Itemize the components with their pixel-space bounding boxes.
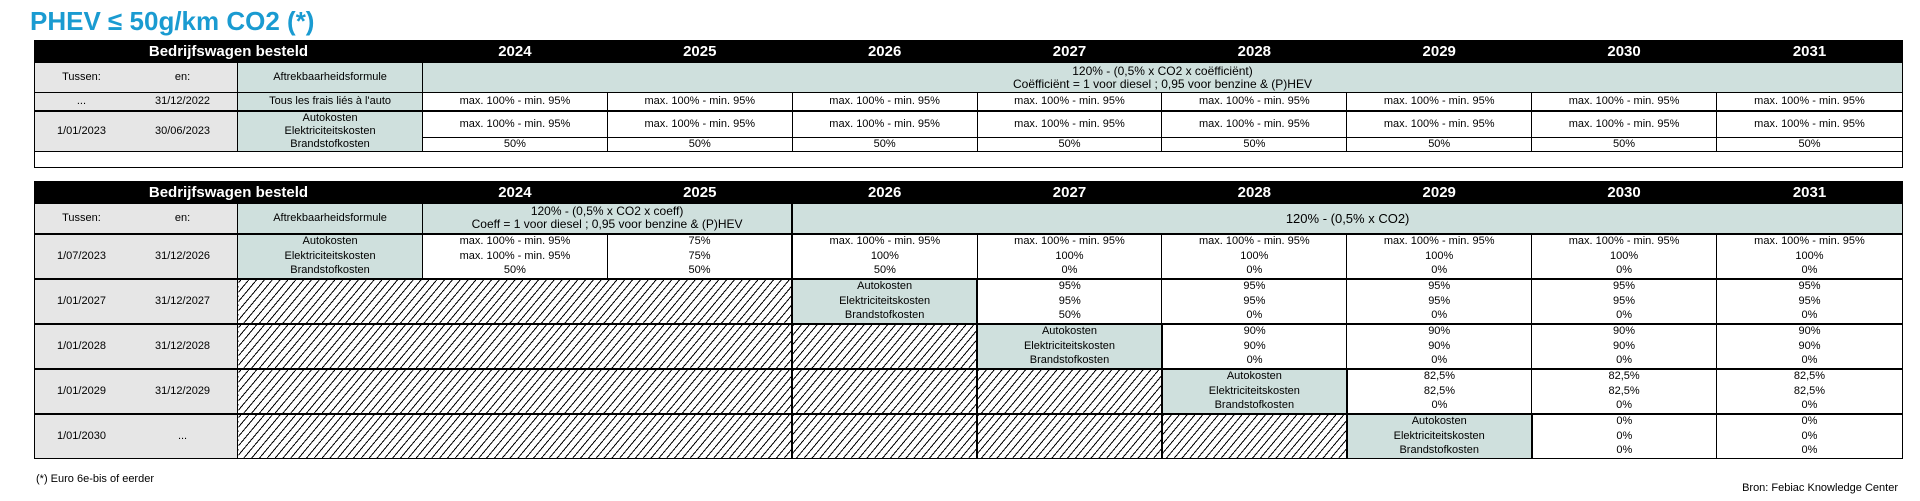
table-row <box>35 369 1903 384</box>
cost-label: Elektriciteitskosten <box>1162 384 1347 399</box>
value-cell: 90% <box>1532 324 1717 339</box>
and-label: en: <box>128 204 238 234</box>
value-cell: max. 100% - min. 95% <box>1717 93 1903 111</box>
from-date: 1/01/2023 <box>35 111 128 152</box>
value-cell: 95% <box>977 294 1162 309</box>
from-date: 1/01/2028 <box>35 324 128 369</box>
hatched-not-applicable <box>238 324 793 369</box>
value-cell: 90% <box>1532 339 1717 354</box>
value-cell: 0% <box>1532 444 1717 459</box>
value-cell: 82,5% <box>1717 384 1903 399</box>
table-row <box>35 324 1903 339</box>
value-cell: 0% <box>1162 264 1347 279</box>
value-cell: max. 100% - min. 95% <box>792 111 977 138</box>
value-cell: max. 100% - min. 95% <box>422 93 607 111</box>
value-cell: max. 100% - min. 95% <box>422 111 607 138</box>
value-cell: 50% <box>1162 138 1347 152</box>
header-row <box>35 41 1903 63</box>
value-cell: max. 100% - min. 95% <box>1532 93 1717 111</box>
value-cell: 75% <box>607 249 792 264</box>
value-cell: max. 100% - min. 95% <box>422 234 607 249</box>
to-date: ... <box>128 414 238 459</box>
cost-label: Brandstofkosten <box>977 354 1162 369</box>
value-cell: 90% <box>1347 324 1532 339</box>
value-cell: 75% <box>607 234 792 249</box>
hatched-not-applicable <box>238 414 793 459</box>
to-date: 31/12/2022 <box>128 93 238 111</box>
value-cell: 90% <box>1347 339 1532 354</box>
to-date: 31/12/2026 <box>128 234 238 279</box>
value-cell: 50% <box>607 138 792 152</box>
hatched-not-applicable <box>977 414 1162 459</box>
between-label: Tussen: <box>35 204 128 234</box>
table-row <box>35 111 1903 125</box>
year-header: 2030 <box>1532 182 1717 204</box>
year-header: 2026 <box>792 182 977 204</box>
cost-label: Elektriciteitskosten <box>238 125 423 138</box>
value-cell: max. 100% - min. 95% <box>977 93 1162 111</box>
cost-label: Brandstofkosten <box>238 138 423 152</box>
value-cell: 95% <box>1162 294 1347 309</box>
value-cell: 95% <box>1532 294 1717 309</box>
table-row <box>35 249 1903 264</box>
hatched-not-applicable <box>238 369 793 414</box>
formula-text: 120% - (0,5% x CO2 x coeff) <box>530 204 684 219</box>
value-cell: 50% <box>792 138 977 152</box>
value-cell: 90% <box>1162 324 1347 339</box>
value-cell: 0% <box>1717 414 1903 429</box>
value-cell: max. 100% - min. 95% <box>1532 234 1717 249</box>
year-header: 2031 <box>1717 182 1903 204</box>
value-cell: 0% <box>1347 399 1532 414</box>
value-cell: 0% <box>1717 354 1903 369</box>
value-cell: 50% <box>977 309 1162 324</box>
source-note: Bron: Febiac Knowledge Center <box>1742 482 1898 494</box>
year-header: 2031 <box>1717 41 1903 63</box>
value-cell: max. 100% - min. 95% <box>1162 93 1347 111</box>
value-cell: 90% <box>1162 339 1347 354</box>
value-cell: 0% <box>1532 354 1717 369</box>
value-cell: 0% <box>1347 354 1532 369</box>
value-cell: max. 100% - min. 95% <box>1717 111 1903 138</box>
year-header: 2028 <box>1162 41 1347 63</box>
table-ordered-before-2023 <box>34 40 1903 168</box>
value-cell: 0% <box>1717 264 1903 279</box>
value-cell: 50% <box>1347 138 1532 152</box>
between-label: Tussen: <box>35 63 128 93</box>
to-date: 31/12/2027 <box>128 279 238 324</box>
year-header: 2024 <box>422 182 607 204</box>
hatched-not-applicable <box>792 414 977 459</box>
cost-label: Autokosten <box>1347 414 1532 429</box>
value-cell: 0% <box>1532 309 1717 324</box>
value-cell: max. 100% - min. 95% <box>1532 111 1717 138</box>
value-cell: 82,5% <box>1532 369 1717 384</box>
value-cell: 95% <box>1347 294 1532 309</box>
formula-row <box>35 204 1903 234</box>
formula-label: Aftrekbaarheidsformule <box>238 63 423 93</box>
year-header: 2028 <box>1162 182 1347 204</box>
from-date: 1/01/2029 <box>35 369 128 414</box>
year-header: 2027 <box>977 41 1162 63</box>
value-cell: 95% <box>1162 279 1347 294</box>
separator-row <box>35 152 1903 168</box>
value-cell: max. 100% - min. 95% <box>422 249 607 264</box>
value-cell: 100% <box>1532 249 1717 264</box>
value-cell: 50% <box>1717 138 1903 152</box>
to-date: 30/06/2023 <box>128 111 238 152</box>
value-cell: 100% <box>977 249 1162 264</box>
value-cell: max. 100% - min. 95% <box>1347 234 1532 249</box>
value-cell: 0% <box>1717 399 1903 414</box>
value-cell: 0% <box>1532 264 1717 279</box>
value-cell: 0% <box>1347 264 1532 279</box>
cost-label: Autokosten <box>977 324 1162 339</box>
from-date: 1/01/2027 <box>35 279 128 324</box>
formula-cell-2026-2031: 120% - (0,5% x CO2) <box>792 204 1902 234</box>
year-header: 2026 <box>792 41 977 63</box>
value-cell: 95% <box>977 279 1162 294</box>
from-date: 1/07/2023 <box>35 234 128 279</box>
hatched-not-applicable <box>1162 414 1347 459</box>
year-header: 2027 <box>977 182 1162 204</box>
formula-row <box>35 63 1903 93</box>
value-cell: 90% <box>1717 324 1903 339</box>
value-cell: 0% <box>1162 309 1347 324</box>
value-cell: 0% <box>1717 309 1903 324</box>
year-header: 2029 <box>1347 182 1532 204</box>
cost-label: Brandstofkosten <box>1162 399 1347 414</box>
formula-cell-2024-2025 <box>422 204 792 234</box>
cost-label: Autokosten <box>238 234 423 249</box>
value-cell: 95% <box>1347 279 1532 294</box>
hatched-not-applicable <box>977 369 1162 414</box>
value-cell: 50% <box>792 264 977 279</box>
value-cell: 82,5% <box>1717 369 1903 384</box>
cost-label: Tous les frais liés à l'auto <box>238 93 423 111</box>
hatched-not-applicable <box>792 369 977 414</box>
formula-text: 120% - (0,5% x CO2 x coëfficiënt) <box>1072 63 1253 78</box>
value-cell: 50% <box>1532 138 1717 152</box>
separator <box>35 152 1903 168</box>
cost-label: Brandstofkosten <box>1347 444 1532 459</box>
cost-label: Brandstofkosten <box>792 309 977 324</box>
value-cell: 50% <box>607 264 792 279</box>
ordered-header: Bedrijfswagen besteld <box>35 41 423 63</box>
value-cell: 100% <box>1162 249 1347 264</box>
table-ordered-from-july-2023 <box>34 181 1903 459</box>
year-header: 2024 <box>422 41 607 63</box>
value-cell: 0% <box>1717 444 1903 459</box>
value-cell: 50% <box>422 264 607 279</box>
value-cell: 0% <box>1532 414 1717 429</box>
cost-label: Autokosten <box>1162 369 1347 384</box>
value-cell: 0% <box>1532 429 1717 444</box>
value-cell: 95% <box>1717 294 1903 309</box>
value-cell: 0% <box>977 264 1162 279</box>
value-cell: max. 100% - min. 95% <box>607 93 792 111</box>
header-row <box>35 182 1903 204</box>
value-cell: 82,5% <box>1347 384 1532 399</box>
value-cell: max. 100% - min. 95% <box>1347 111 1532 138</box>
cost-label: Elektriciteitskosten <box>238 249 423 264</box>
value-cell: 82,5% <box>1347 369 1532 384</box>
table-row <box>35 264 1903 279</box>
value-cell: max. 100% - min. 95% <box>1717 234 1903 249</box>
footnote: (*) Euro 6e-bis of eerder <box>36 473 154 485</box>
value-cell: max. 100% - min. 95% <box>1347 93 1532 111</box>
to-date: 31/12/2028 <box>128 324 238 369</box>
value-cell: 90% <box>1717 339 1903 354</box>
value-cell: max. 100% - min. 95% <box>792 234 977 249</box>
value-cell: 95% <box>1717 279 1903 294</box>
and-label: en: <box>128 63 238 93</box>
page-title: PHEV ≤ 50g/km CO2 (*) <box>30 6 315 36</box>
cost-label: Elektriciteitskosten <box>792 294 977 309</box>
cost-label: Autokosten <box>792 279 977 294</box>
year-header: 2030 <box>1532 41 1717 63</box>
table-row <box>35 93 1903 111</box>
from-date: ... <box>35 93 128 111</box>
table-row <box>35 279 1903 294</box>
table-row <box>35 414 1903 429</box>
value-cell: 50% <box>977 138 1162 152</box>
value-cell: 0% <box>1717 429 1903 444</box>
value-cell: max. 100% - min. 95% <box>792 93 977 111</box>
cost-label: Elektriciteitskosten <box>1347 429 1532 444</box>
value-cell: max. 100% - min. 95% <box>607 111 792 138</box>
coefficient-text: Coëfficiënt = 1 voor diesel ; 0,95 voor benzine & (P)HEV <box>1013 76 1312 91</box>
value-cell: 100% <box>1347 249 1532 264</box>
value-cell: 100% <box>792 249 977 264</box>
value-cell: 0% <box>1162 354 1347 369</box>
formula-cell <box>422 63 1902 93</box>
cost-label: Autokosten <box>238 111 423 125</box>
value-cell: 82,5% <box>1532 384 1717 399</box>
value-cell: 95% <box>1532 279 1717 294</box>
table-row <box>35 234 1903 249</box>
year-header: 2025 <box>607 41 792 63</box>
table-row <box>35 138 1903 152</box>
value-cell: 100% <box>1717 249 1903 264</box>
value-cell: max. 100% - min. 95% <box>977 111 1162 138</box>
value-cell: max. 100% - min. 95% <box>977 234 1162 249</box>
cost-label: Elektriciteitskosten <box>977 339 1162 354</box>
hatched-not-applicable <box>238 279 793 324</box>
year-header: 2029 <box>1347 41 1532 63</box>
value-cell: 0% <box>1532 399 1717 414</box>
year-header: 2025 <box>607 182 792 204</box>
to-date: 31/12/2029 <box>128 369 238 414</box>
hatched-not-applicable <box>792 324 977 369</box>
value-cell: 50% <box>422 138 607 152</box>
coefficient-text: Coeff = 1 voor diesel ; 0,95 voor benzine & (P)HEV <box>471 217 743 232</box>
cost-label: Brandstofkosten <box>238 264 423 279</box>
from-date: 1/01/2030 <box>35 414 128 459</box>
ordered-header: Bedrijfswagen besteld <box>35 182 423 204</box>
value-cell: max. 100% - min. 95% <box>1162 111 1347 138</box>
value-cell: max. 100% - min. 95% <box>1162 234 1347 249</box>
formula-label: Aftrekbaarheidsformule <box>238 204 423 234</box>
value-cell: 0% <box>1347 309 1532 324</box>
